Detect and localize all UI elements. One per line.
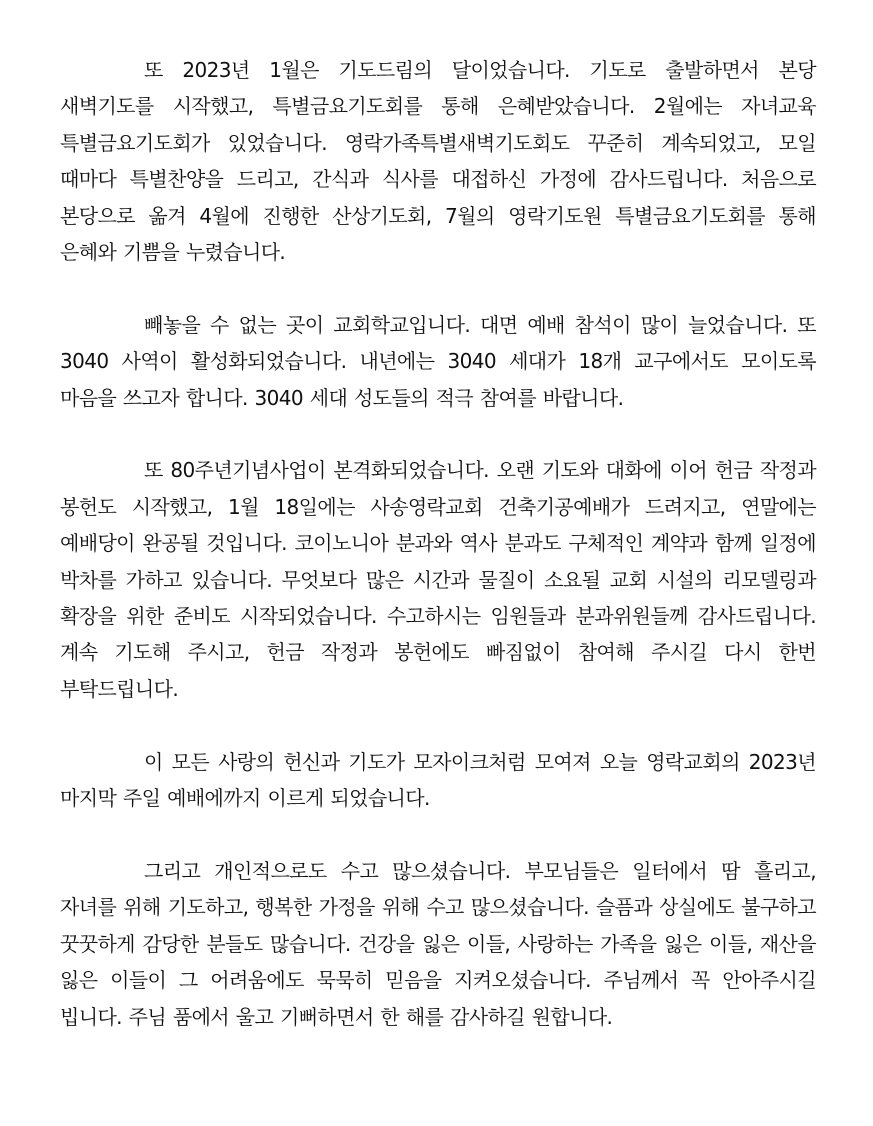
- paragraph-80th-anniversary: 또 80주년기념사업이 본격화되었습니다. 오랜 기도와 대화에 이어 헌금 작정과 봉헌도 시작했고, 1월 18일에는 사송영락교회 건축기공예배가 드려지고, 연말에는 예배당이 완공될 것입니다. 코이노니아 분과와 역사 분과도 구체적인 계약과 함께 일정에 박차를 가하고 있습니다. 무엇보다 많은 시간과 물질이 소요될 교회 시설의 리모델링과 확장을 위한 준비도 시작되었습니다. 수고하시는 임원들과 분과위원들께 감사드립니다. 계속 기도해 주시고, 헌금 작정과 봉헌에도 빠짐없이 참여해 주시길 다시 한번 부탁드립니다.: [60, 458, 816, 701]
- document-body: [60, 52, 816, 1035]
- paragraph-church-school: 빼놓을 수 없는 곳이 교회학교입니다. 대면 예배 참석이 많이 늘었습니다. 또 3040 사역이 활성화되었습니다. 내년에는 3040 세대가 18개 교구에서도 모이도록 마음을 쓰고자 합니다. 3040 세대 성도들의 적극 참여를 바랍니다.: [60, 312, 816, 410]
- paragraph-prayer-month: 또 2023년 1월은 기도드림의 달이었습니다. 기도로 출발하면서 본당 새벽기도를 시작했고, 특별금요기도회를 통해 은혜받았습니다. 2월에는 자녀교육 특별금요기도회가 있었습니다. 영락가족특별새벽기도회도 꾸준히 계속되었고, 모일 때마다 특별찬양을 드리고, 간식과 식사를 대접하신 가정에 감사드립니다. 처음으로 본당으로 옮겨 4월에 진행한 산상기도회, 7월의 영락기도원 특별금요기도회를 통해 은혜와 기쁨을 누렸습니다.: [60, 58, 816, 265]
- paragraph-personal-thanks: 그리고 개인적으로도 수고 많으셨습니다. 부모님들은 일터에서 땀 흘리고, 자녀를 위해 기도하고, 행복한 가정을 위해 수고 많으셨습니다. 슬픔과 상실에도 불구하고 꿋꿋하게 감당한 분들도 많습니다. 건강을 잃은 이들, 사랑하는 가족을 잃은 이들, 재산을 잃은 이들이 그 어려움에도 묵묵히 믿음을 지켜오셨습니다. 주님께서 꼭 안아주시길 빕니다. 주님 품에서 울고 기뻐하면서 한 해를 감사하길 원합니다.: [60, 858, 816, 1029]
- paragraph-mosaic: 이 모든 사랑의 헌신과 기도가 모자이크처럼 모여져 오늘 영락교회의 2023년 마지막 주일 예배에까지 이르게 되었습니다.: [60, 749, 816, 811]
